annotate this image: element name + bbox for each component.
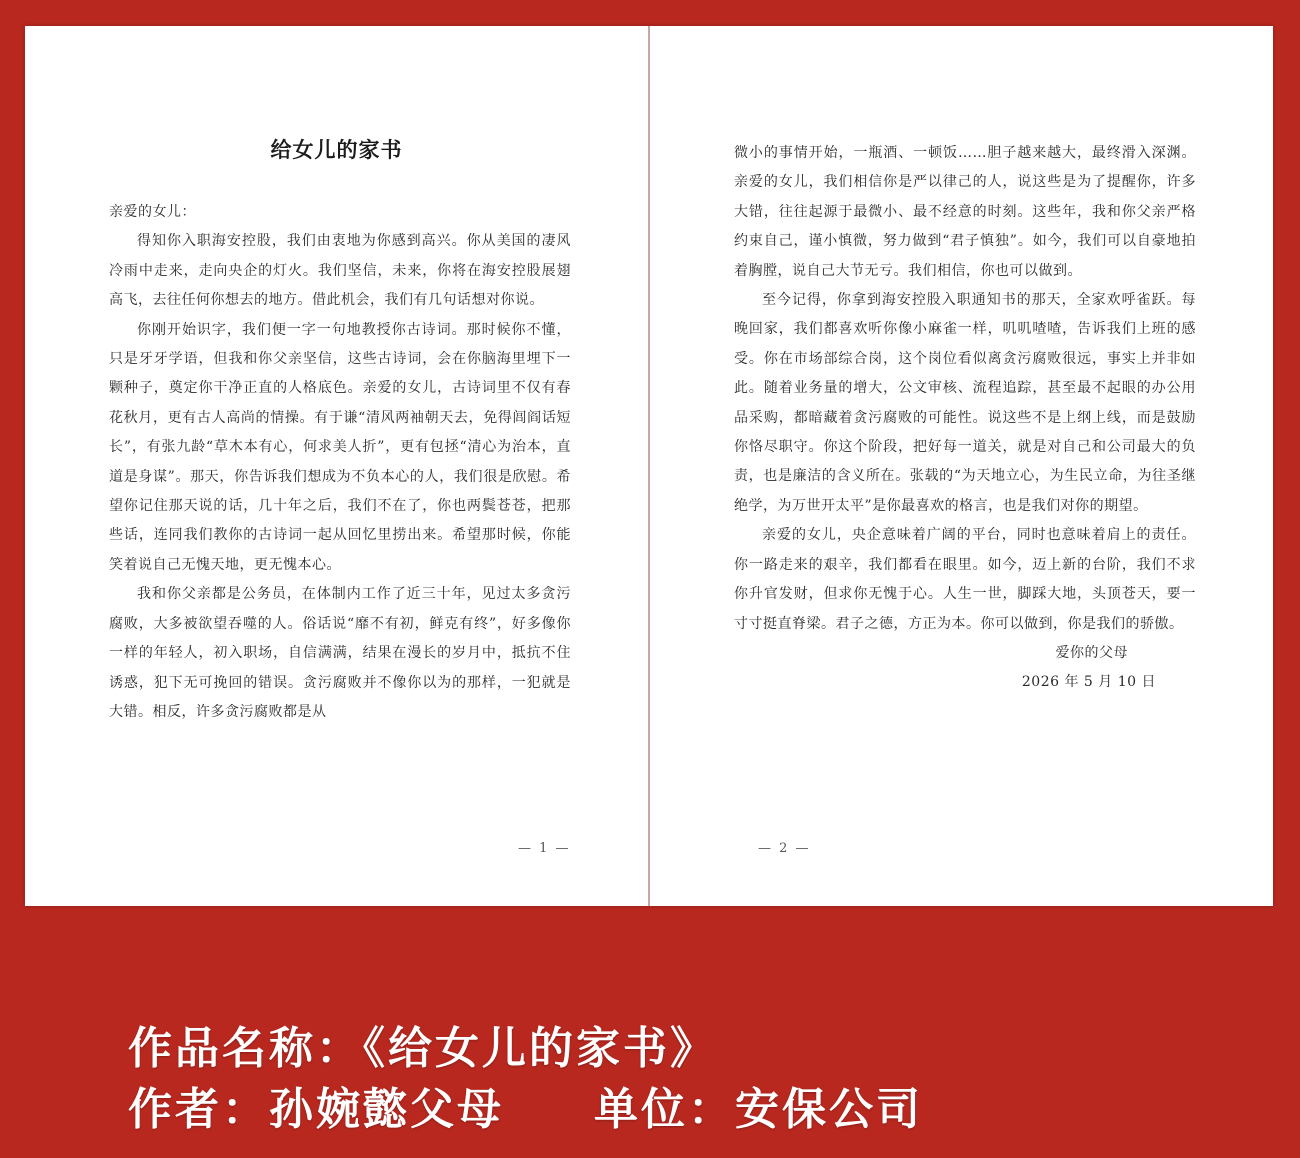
paragraph: 你刚开始识字，我们便一字一句地教授你古诗词。那时候你不懂，只是牙牙学语，但我和你父亲坚信，这些古诗词，会在你脑海里埋下一颗种子，奠定你干净正直的人格底色。亲爱的女儿，古诗词里不仅有春花秋月，更有古人高尚的情操。有于谦“清风两袖朝天去，免得闾阎话短长”，有张九龄“草木本有心，何求美人折”，更有包拯“清心为治本，直道是身谋”。那天，你告诉我们想成为不负本心的人，我们很是欣慰。希望你记住那天说的话，几十年之后，我们不在了，你也两鬓苍苍，把那些话，连同我们教你的古诗词一起从回忆里捞出来。希望那时候，你能笑着说自己无愧天地，更无愧本心。 <box>109 321 571 573</box>
caption-unit: 单位：安保公司 <box>594 1084 923 1135</box>
letter-date: 2026 年 5 月 10 日 <box>1021 674 1156 691</box>
paragraph-continued: 微小的事情开始，一瓶酒、一顿饭……胆子越来越大，最终滑入深渊。亲爱的女儿，我们相信你是严以律己的人，说这些是为了提醒你，许多大错，往往起源于最微小、最不经意的时刻。这些年，我和你父亲严格约束自己，谨小慎微，努力做到“君子慎独”。如今，我们可以自豪地拍着胸膛，说自己大节无亏。我们相信，你也可以做到。 <box>734 145 1196 279</box>
page-number: — 1 — <box>518 841 571 856</box>
paragraph: 至今记得，你拿到海安控股入职通知书的那天，全家欢呼雀跃。每晚回家，我们都喜欢听你像小麻雀一样，叽叽喳喳，告诉我们上班的感受。你在市场部综合岗，这个岗位看似离贪污腐败很远，事实上并非如此。随着业务量的增大，公文审核、流程追踪，甚至最不起眼的办公用品采购，都暗藏着贪污腐败的可能性。说这些不是上纲上线，而是鼓励你恪尽职守。你这个阶段，把好每一道关，就是对自己和公司最大的负责，也是廉洁的含义所在。张载的“为天地立心，为生民立命，为往圣继绝学，为万世开太平”是你最喜欢的格言，也是我们对你的期望。 <box>734 292 1196 514</box>
signature: 爱你的父母 <box>1055 644 1128 661</box>
caption-work-title: 作品名称：《给女儿的家书》 <box>128 1023 717 1074</box>
page-1 <box>25 26 648 906</box>
document-spread <box>25 26 1273 906</box>
letter-title: 给女儿的家书 <box>270 137 403 162</box>
page-2 <box>650 26 1273 906</box>
page-1-body <box>109 198 571 727</box>
salutation: 亲爱的女儿： <box>109 204 196 220</box>
caption-author: 作者：孙婉懿父母 <box>128 1084 504 1135</box>
paragraph: 得知你入职海安控股，我们由衷地为你感到高兴。你从美国的凄风冷雨中走来，走向央企的灯火。我们坚信，未来，你将在海安控股展翅高飞，去往任何你想去的地方。借此机会，我们有几句话想对你说。 <box>109 233 571 309</box>
paragraph: 我和你父亲都是公务员，在体制内工作了近三十年，见过太多贪污腐败，大多被欲望吞噬的人。俗话说“靡不有初，鲜克有终”，好多像你一样的年轻人，初入职场，自信满满，结果在漫长的岁月中，抵抗不住诱惑，犯下无可挽回的错误。贪污腐败并不像你以为的那样，一犯就是大错。相反，许多贪污腐败都是从 <box>109 586 571 720</box>
page-2-body <box>734 139 1196 698</box>
caption-author-line <box>128 1073 923 1137</box>
page-number: — 2 — <box>758 841 811 856</box>
signature-block <box>734 639 1196 698</box>
paragraph: 亲爱的女儿，央企意味着广阔的平台，同时也意味着肩上的责任。你一路走来的艰辛，我们都看在眼里。如今，迈上新的台阶，我们不求你升官发财，但求你无愧于心。人生一世，脚踩大地，头顶苍天，要一寸寸挺直脊梁。君子之德，方正为本。你可以做到，你是我们的骄傲。 <box>734 527 1196 632</box>
